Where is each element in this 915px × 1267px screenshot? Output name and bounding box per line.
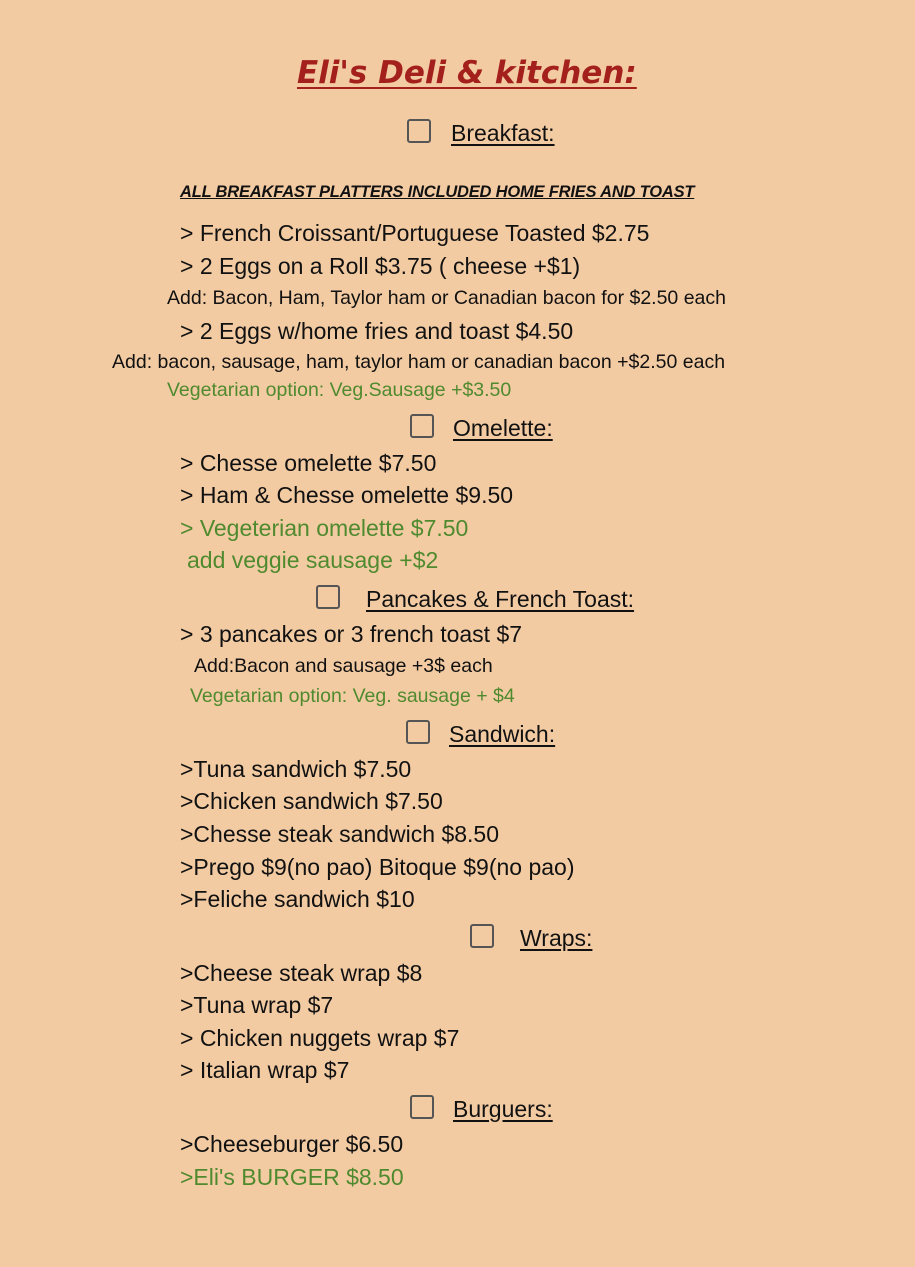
wraps-heading: Wraps: [520, 925, 593, 951]
vegetarian-option: Vegetarian option: Veg. sausage + $4 [190, 685, 515, 707]
vegetarian-option: Vegetarian option: Veg.Sausage +$3.50 [167, 379, 512, 401]
burgers-heading: Burguers: [453, 1096, 553, 1122]
addon-text: Add: Bacon, Ham, Taylor ham or Canadian bacon for $2.50 each [167, 287, 726, 309]
menu-item: >Tuna sandwich $7.50 [180, 756, 412, 782]
menu-item: > Ham & Chesse omelette $9.50 [180, 482, 514, 508]
menu-item: >Prego $9(no pao) Bitoque $9(no pao) [180, 854, 575, 880]
menu-item: >Feliche sandwich $10 [180, 886, 415, 912]
omelette-checkbox[interactable] [410, 414, 434, 438]
menu-item: > 2 Eggs on a Roll $3.75 ( cheese +$1) [180, 253, 581, 279]
addon-text: Add: bacon, sausage, ham, taylor ham or canadian bacon +$2.50 each [112, 351, 726, 373]
breakfast-checkbox[interactable] [407, 119, 431, 143]
menu-item: >Cheese steak wrap $8 [180, 960, 423, 986]
breakfast-heading: Breakfast: [451, 120, 555, 146]
wraps-checkbox[interactable] [470, 924, 494, 948]
addon-text: Add:Bacon and sausage +3$ each [194, 655, 493, 677]
vegetarian-item: > Vegeterian omelette $7.50 [180, 515, 469, 541]
menu-item: >Chicken sandwich $7.50 [180, 788, 443, 814]
breakfast-note: ALL BREAKFAST PLATTERS INCLUDED HOME FRIES AND TOAST [180, 183, 695, 201]
menu-item: > French Croissant/Portuguese Toasted $2.75 [180, 220, 650, 246]
burgers-checkbox[interactable] [410, 1095, 434, 1119]
pancakes-checkbox[interactable] [316, 585, 340, 609]
menu-item: >Chesse steak sandwich $8.50 [180, 821, 500, 847]
menu-item: >Tuna wrap $7 [180, 992, 334, 1018]
menu-item: >Cheeseburger $6.50 [180, 1131, 404, 1157]
vegetarian-addon: add veggie sausage +$2 [187, 547, 439, 573]
special-item: >Eli's BURGER $8.50 [180, 1164, 404, 1190]
menu-item: > 2 Eggs w/home fries and toast $4.50 [180, 318, 574, 344]
menu-item: > Chicken nuggets wrap $7 [180, 1025, 460, 1051]
omelette-heading: Omelette: [453, 415, 553, 441]
sandwich-checkbox[interactable] [406, 720, 430, 744]
sandwich-heading: Sandwich: [449, 721, 556, 747]
pancakes-heading: Pancakes & French Toast: [366, 586, 635, 612]
menu-item: > Italian wrap $7 [180, 1057, 350, 1083]
menu-item: > Chesse omelette $7.50 [180, 450, 437, 476]
menu-item: > 3 pancakes or 3 french toast $7 [180, 621, 523, 647]
page-title: Eli's Deli & kitchen: [297, 55, 637, 91]
